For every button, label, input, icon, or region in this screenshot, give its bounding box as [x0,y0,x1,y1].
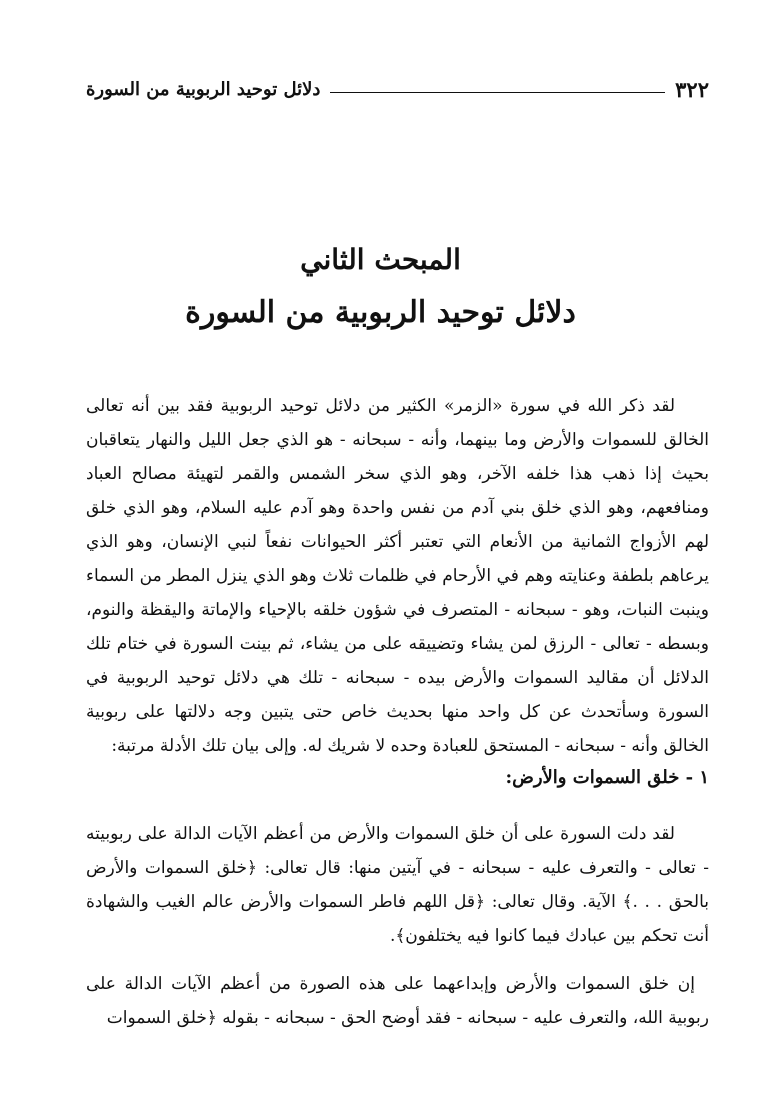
running-header [86,74,709,104]
subsection-heading: ١ - خلق السموات والأرض: [505,767,709,788]
header-rule [330,92,665,93]
creation-paragraph: لقد دلت السورة على أن خلق السموات والأرض من أعظم الآيات الدالة على ربوبيته - تعالى - والتعرف عليه - سبحانه - في آيتين منها: قال تعالى: ﴿خلق السموات والأرض بالحق . . .﴾ الآية. وقال تعالى: ﴿قل اللهم فاطر السموات والأرض عالم الغيب والشهادة أنت تحكم بين عبادك فيما كانوا فيه يختلفون﴾. [86,824,709,946]
running-title: دلائل توحيد الربوبية من السورة [86,78,321,100]
wonder-paragraph: إن خلق السموات والأرض وإبداعهما على هذه الصورة من أعظم الآيات الدالة على ربوبية الله، والتعرف عليه - سبحانه - فقد أوضح الحق - سبحانه - بقوله ﴿خلق السموات [86,974,709,1028]
section-title: دلائل توحيد الربوبية من السورة [185,295,576,330]
page-number: ٣٢٢ [675,76,709,102]
section-heading: المبحث الثاني [300,243,461,276]
intro-paragraph: لقد ذكر الله في سورة «الزمر» الكثير من دلائل توحيد الربوبية فقد بين أنه تعالى الخالق للسموات والأرض وما بينهما، وأنه - سبحانه - هو الذي جعل الليل والنهار يتعاقبان بحيث إذا ذهب هذا خلفه الآخر، وهو الذي سخر الشمس والقمر لتهيئة مصالح العباد ومنافعهم، وهو الذي خلق بني آدم من نفس واحدة وهو آدم عليه السلام، وهو الذي خلق لهم الأزواج الثمانية من الأنعام التي تعتبر أكثر الحيوانات نفعاً لنبي الإنسان، وهو الذي يرعاهم بلطفة وعنايته وهم في الأرحام في ظلمات ثلاث وهو الذي ينزل المطر من السماء وينبت النبات، وهو - سبحانه - المتصرف في شؤون خلقه بالإحياء والإماتة واليقظة والنوم، وبسطه - تعالى - الرزق لمن يشاء وتضييقه على من يشاء، ثم بينت السورة في ختام تلك الدلائل أن مقاليد السموات والأرض بيده - سبحانه - تلك هي دلائل توحيد الربوبية في السورة وسأتحدث عن كل واحد منها بحديث خاص حتى يتبين وجه دلالتها على ربوبية الخالق وأنه - سبحانه - المستحق للعبادة وحده لا شريك له. وإلى بيان تلك الأدلة مرتبة: [86,396,709,756]
